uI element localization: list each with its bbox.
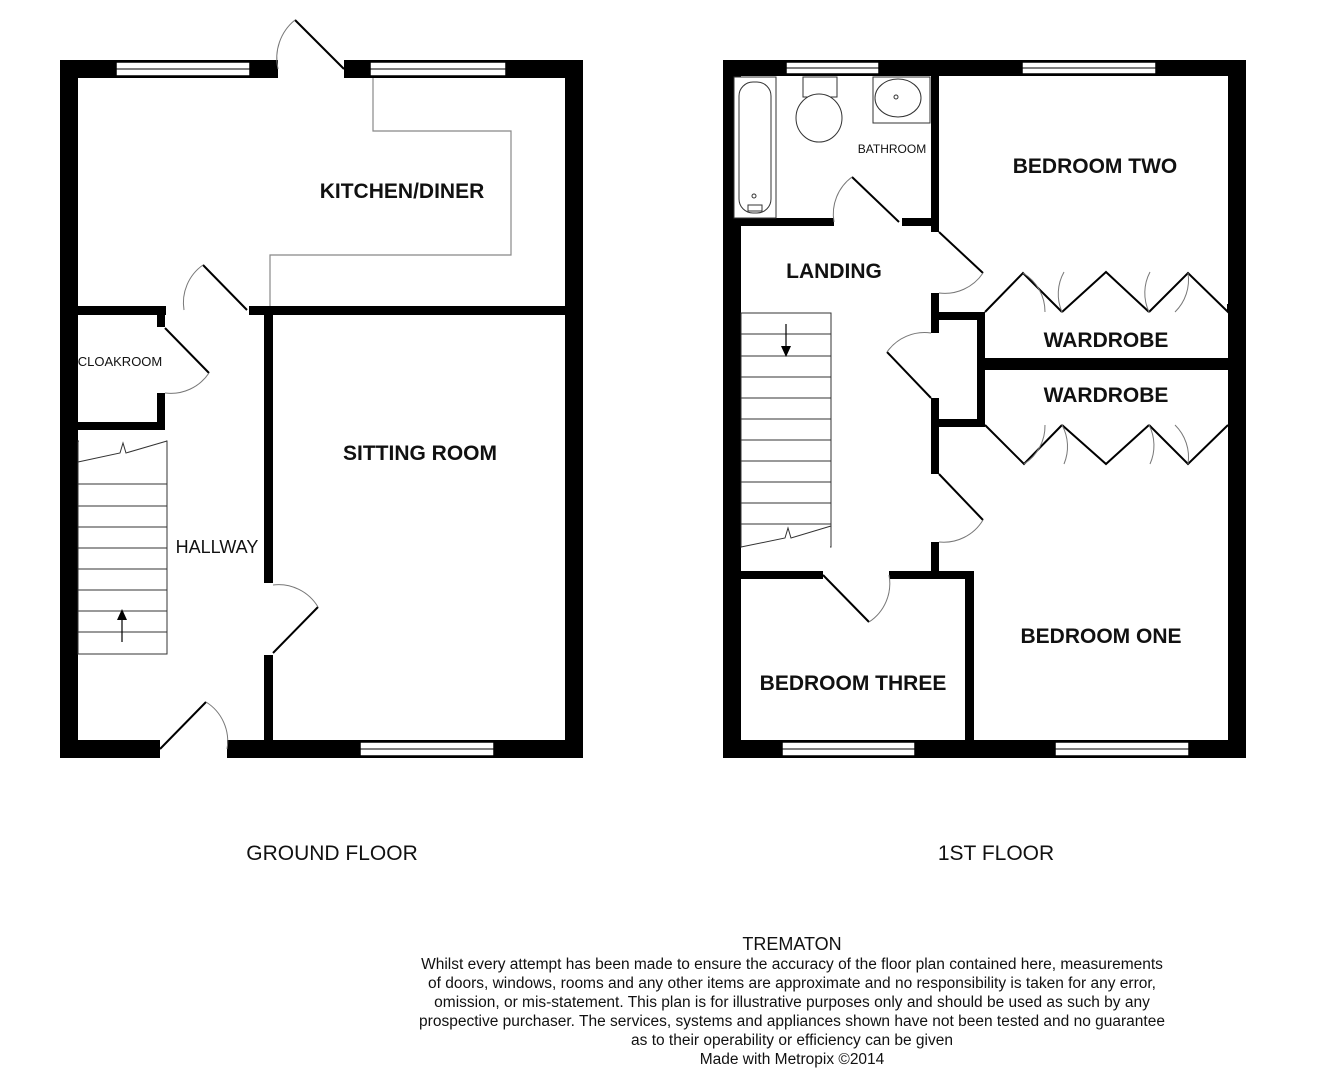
ff-wall-landing-right-b xyxy=(931,398,939,474)
ff-wall-landing-right-c xyxy=(931,542,939,575)
ff-bedroom-three-door xyxy=(823,575,869,622)
ff-wall-landing-right-top xyxy=(931,226,939,232)
disclaimer-line: as to their operability or efficiency can be given xyxy=(631,1032,953,1049)
ff-landing-label: LANDING xyxy=(786,260,882,283)
bath-tub-icon xyxy=(734,77,776,218)
gf-wall-left xyxy=(60,60,78,758)
ff-wardrobe-1-label: WARDROBE xyxy=(1043,329,1169,352)
disclaimer-line: omission, or mis-statement. This plan is for illustrative purposes only and should be used as such by any xyxy=(434,994,1150,1011)
ff-cupboard-door xyxy=(887,352,931,398)
property-name: TREMATON xyxy=(742,934,842,954)
gf-kitchen-door xyxy=(203,265,247,310)
ground-floor-plan xyxy=(60,20,583,865)
gf-wall-bottom-left xyxy=(60,740,160,758)
ff-bedroom-two-door xyxy=(939,232,983,273)
ff-wall-cupboard-bottom xyxy=(931,419,985,427)
gf-wall-cloak-right xyxy=(157,393,165,426)
gf-wall-cloak-top xyxy=(157,315,165,327)
ff-wall-bed3-right xyxy=(965,571,974,740)
first-floor-label: 1ST FLOOR xyxy=(937,842,1055,865)
ff-bedroom-three-label: BEDROOM THREE xyxy=(759,672,947,695)
ff-stairs xyxy=(741,313,831,550)
ff-wardrobe-1-doors xyxy=(985,272,1228,312)
gf-sitting-door xyxy=(273,607,318,653)
credit-line: Made with Metropix ©2014 xyxy=(699,1051,885,1068)
gf-wall-kitchen-divider-left xyxy=(78,306,166,315)
basin-icon xyxy=(873,77,930,123)
disclaimer-line: of doors, windows, rooms and any other items are approximate and no responsibility is taken for any error, xyxy=(427,975,1156,992)
ff-wall-bed3-top-right xyxy=(889,571,973,579)
gf-wall-sitting-upper xyxy=(264,315,273,583)
gf-cloakroom-door xyxy=(165,328,209,373)
ground-floor-label: GROUND FLOOR xyxy=(246,842,418,865)
gf-hallway-label: HALLWAY xyxy=(175,537,259,557)
disclaimer-footer xyxy=(380,933,1204,1069)
toilet-icon xyxy=(796,77,842,142)
ff-wall-right xyxy=(1228,60,1246,758)
ff-wardrobe-2-label: WARDROBE xyxy=(1043,384,1169,407)
ff-wardrobe-2-doors xyxy=(985,425,1228,464)
ff-bedroom-two-label: BEDROOM TWO xyxy=(1012,155,1178,178)
disclaimer-line: Whilst every attempt has been made to ensure the accuracy of the floor plan contained here, measurements xyxy=(421,956,1163,973)
ff-wall-bed3-top-left xyxy=(741,571,823,579)
first-floor-plan xyxy=(723,60,1246,865)
ff-wall-cupboard-top xyxy=(931,312,985,320)
gf-front-door xyxy=(160,702,206,749)
ff-bedroom-one-label: BEDROOM ONE xyxy=(1020,625,1182,648)
gf-wall-right xyxy=(565,60,583,758)
gf-stairs xyxy=(78,436,167,654)
ff-wall-bath-bottom-left xyxy=(741,218,834,226)
gf-kitchen-label: KITCHEN/DINER xyxy=(319,180,485,203)
gf-sitting-room-label: SITTING ROOM xyxy=(343,442,497,465)
gf-wall-cloak-bottom xyxy=(78,422,165,430)
gf-wall-kitchen-divider-right xyxy=(249,306,565,315)
disclaimer-line: prospective purchaser. The services, systems and appliances shown have not been tested and no guarantee xyxy=(419,1013,1165,1030)
gf-back-door xyxy=(295,20,344,69)
ff-bedroom-one-door xyxy=(939,474,983,520)
ff-bathroom-door xyxy=(852,177,899,222)
ff-bathroom-label: BATHROOM xyxy=(857,142,927,156)
ff-wall-bath-bottom-right xyxy=(902,218,939,226)
gf-cloakroom-label: CLOAKROOM xyxy=(77,354,163,369)
ff-wall-bath-right xyxy=(931,76,939,224)
gf-wall-sitting-lower xyxy=(264,655,273,740)
ff-wall-wardrobe-divider xyxy=(977,358,1228,370)
